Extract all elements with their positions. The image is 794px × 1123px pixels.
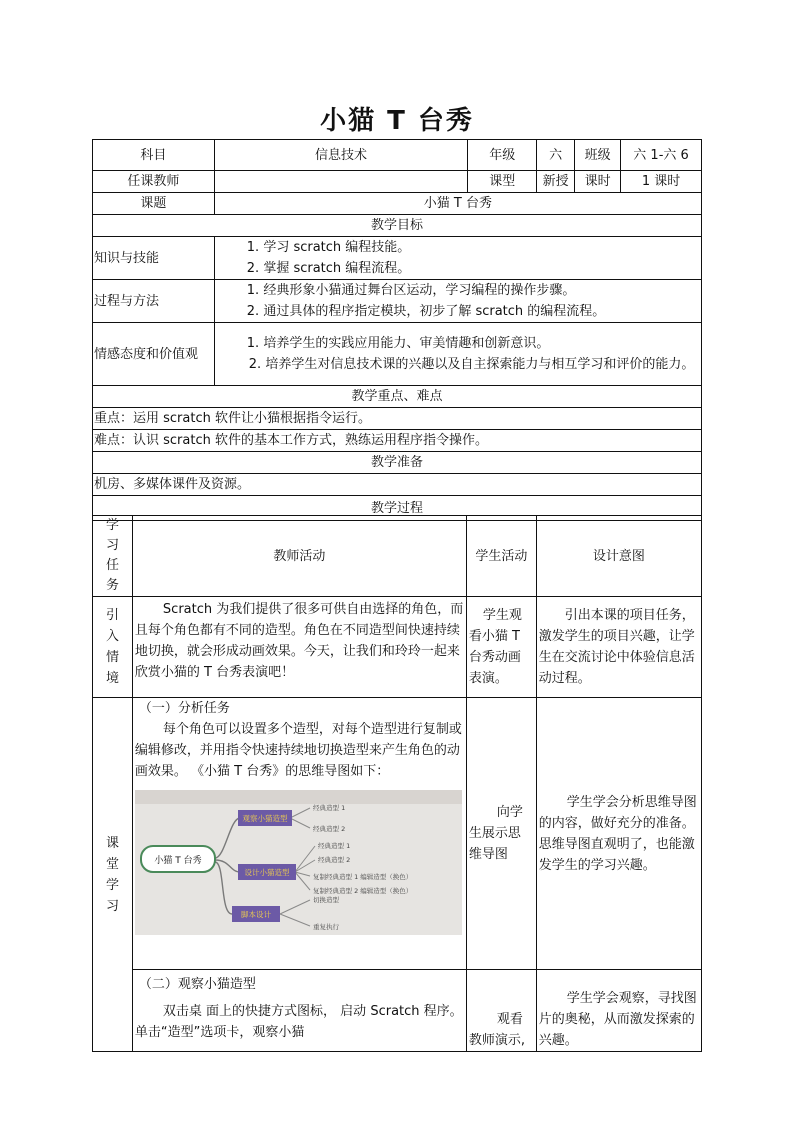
lesson-type-value: 新授 bbox=[537, 171, 575, 193]
subject-label: 科目 bbox=[93, 140, 215, 171]
class-value: 六 1-六 6 bbox=[621, 140, 702, 171]
knowledge-item-2: 2. 掌握 scratch 编程流程。 bbox=[246, 261, 411, 276]
teacher-activity: 每个角色可以设置多个造型，对每个造型进行复制或编辑修改，并用指令快速持续地切换造型来产生角色的动画效果。 《小猫 T 台秀》的思维导图如下： bbox=[134, 722, 462, 779]
mindmap-leaf-label: 经典造型 2 bbox=[312, 825, 346, 833]
mindmap-leaf-label: 切换造型 bbox=[312, 896, 339, 904]
teaching-process-table bbox=[92, 515, 702, 1052]
mindmap-photo-top-strip bbox=[135, 790, 462, 804]
preparation-heading: 教学准备 bbox=[93, 452, 702, 474]
objectives-heading: 教学目标 bbox=[93, 215, 702, 237]
difficulty: 难点：认识 scratch 软件的基本工作方式，熟练运用程序指令操作。 bbox=[93, 430, 702, 452]
table-row bbox=[93, 698, 702, 970]
hours-label: 课时 bbox=[575, 171, 621, 193]
mindmap-leaf-label: 经典造型 2 bbox=[317, 856, 351, 864]
table-row bbox=[93, 970, 702, 1052]
col-intent-header: 设计意图 bbox=[536, 516, 701, 597]
teacher-activity: 双击桌 面上的快捷方式图标， 启动 Scratch 程序。单击“造型”选项卡，观察小猫 bbox=[134, 1004, 463, 1040]
emotion-item-1: 1. 培养学生的实践应用能力、审美情趣和创新意识。 bbox=[246, 336, 550, 351]
mindmap-image bbox=[135, 790, 462, 935]
teacher-label: 任课教师 bbox=[93, 171, 215, 193]
student-activity: 观看教师演示, bbox=[466, 970, 536, 1052]
subject-value: 信息技术 bbox=[214, 140, 468, 171]
emotion-item-2: 2. 培养学生对信息技术课的兴趣以及自主探索能力与相互学习和评价的能力。 bbox=[248, 357, 695, 372]
teacher-subheading: （一）分析任务 bbox=[138, 701, 230, 716]
hours-value: 1 课时 bbox=[621, 171, 702, 193]
mindmap-branch-label: 脚本设计 bbox=[240, 910, 271, 919]
teacher-value bbox=[214, 171, 468, 193]
student-activity: 向学生展示思维导图 bbox=[466, 698, 536, 970]
topic-value: 小猫 T 台秀 bbox=[214, 193, 701, 215]
student-activity: 学生观看小猫 T 台秀动画表演。 bbox=[466, 597, 536, 698]
col-teacher-header: 教师活动 bbox=[132, 516, 466, 597]
process-heading: 教学过程 bbox=[93, 496, 702, 521]
topic-label: 课题 bbox=[93, 193, 215, 215]
document-title: 小猫 T 台秀 bbox=[320, 106, 474, 136]
mindmap-leaf-label: 经典造型 1 bbox=[317, 842, 351, 850]
mindmap-branch-label: 设计小猫造型 bbox=[244, 868, 290, 877]
task-cell: 引入情境 bbox=[93, 597, 133, 698]
process-item-2: 2. 通过具体的程序指定模块，初步了解 scratch 的编程流程。 bbox=[246, 304, 606, 319]
mindmap-root-label: 小猫 T 台秀 bbox=[154, 856, 202, 866]
process-item-1: 1. 经典形象小猫通过舞台区运动，学习编程的操作步骤。 bbox=[246, 283, 576, 298]
mindmap-branch-label: 观察小猫造型 bbox=[242, 814, 288, 823]
teacher-activity: Scratch 为我们提供了很多可供自由选择的角色，而且每个角色都有不同的造型。角色在不同造型间快速持续地切换，就会形成动画效果。今天，让我们和玲玲一起来欣赏小猫的 T 台秀表演吧！ bbox=[132, 597, 466, 698]
knowledge-item-1: 1. 学习 scratch 编程技能。 bbox=[246, 240, 411, 255]
grade-label: 年级 bbox=[468, 140, 537, 171]
table-row bbox=[93, 597, 702, 698]
emotion-label: 情感态度和价值观 bbox=[93, 323, 215, 386]
lesson-info-table bbox=[92, 139, 702, 521]
design-intent: 学生学会观察，寻找图片的奥秘，从而激发探索的兴趣。 bbox=[536, 970, 701, 1052]
design-intent: 学生学会分析思维导图的内容，做好充分的准备。思维导图直观明了，也能激发学生的学习兴趣。 bbox=[536, 698, 701, 970]
mindmap-leaf-label: 重复执行 bbox=[312, 923, 339, 931]
knowledge-label: 知识与技能 bbox=[93, 237, 215, 280]
mindmap-leaf-label: 复制经典造型 1 编辑造型（换色） bbox=[312, 873, 413, 881]
key-point: 重点：运用 scratch 软件让小猫根据指令运行。 bbox=[93, 408, 702, 430]
mindmap-leaf-label: 复制经典造型 2 编辑造型（换色） bbox=[312, 887, 413, 895]
teacher-subheading: （二）观察小猫造型 bbox=[138, 977, 256, 992]
preparation-text: 机房、多媒体课件及资源。 bbox=[93, 474, 702, 496]
grade-value: 六 bbox=[537, 140, 575, 171]
col-task-header: 学习任务 bbox=[93, 516, 133, 597]
mindmap-leaf-label: 经典造型 1 bbox=[312, 804, 346, 812]
lesson-type-label: 课型 bbox=[468, 171, 537, 193]
class-label: 班级 bbox=[575, 140, 621, 171]
focus-heading: 教学重点、难点 bbox=[93, 386, 702, 408]
process-label: 过程与方法 bbox=[93, 280, 215, 323]
task-cell: 课堂学习 bbox=[93, 698, 133, 1052]
col-student-header: 学生活动 bbox=[466, 516, 536, 597]
design-intent: 引出本课的项目任务，激发学生的项目兴趣，让学生在交流讨论中体验信息活动过程。 bbox=[536, 597, 701, 698]
